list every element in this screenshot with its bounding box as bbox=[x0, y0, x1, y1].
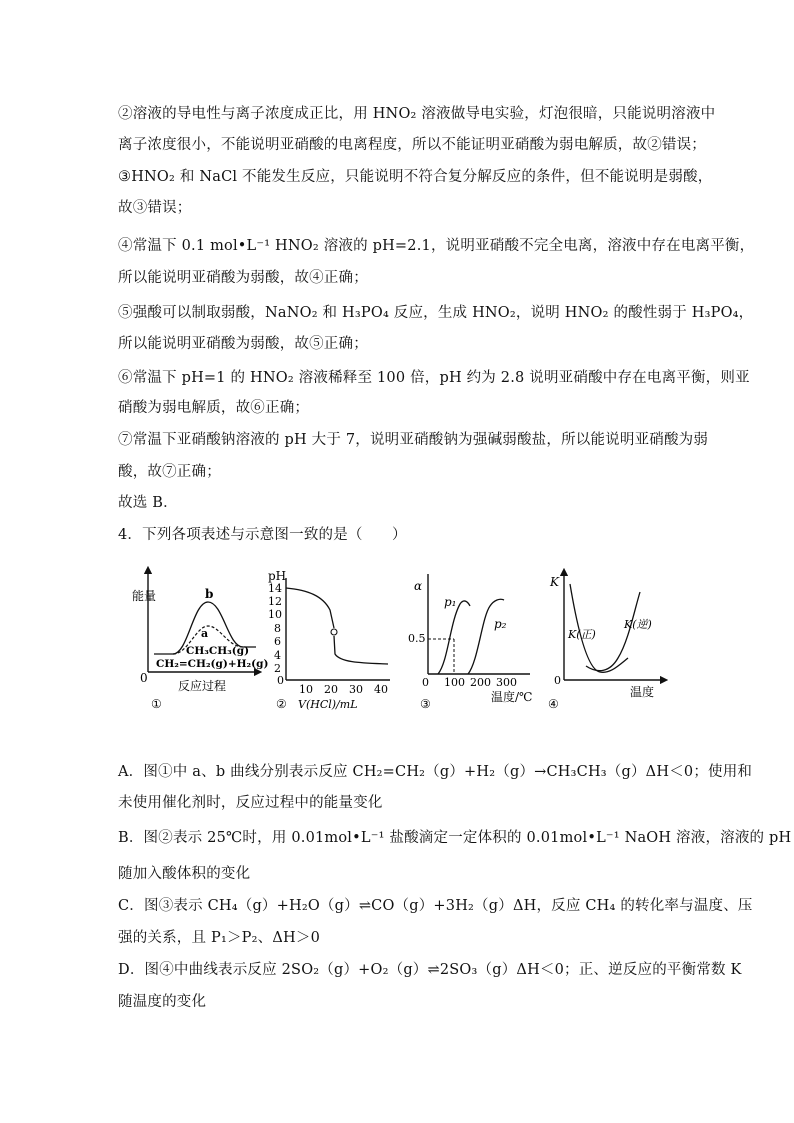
text-line: 所以能说明亚硝酸为弱酸，故④正确； bbox=[118, 270, 368, 286]
fig4-xlabel: 温度 bbox=[630, 685, 655, 699]
fig4-reverse-label: K(逆) bbox=[624, 618, 652, 631]
fig3-xlabel: 温度/℃ bbox=[491, 690, 533, 704]
text-line: 硝酸为弱电解质，故⑥正确； bbox=[118, 400, 310, 416]
fig3-origin: 0 bbox=[422, 676, 429, 689]
option-a: A．图①中 a、b 曲线分别表示反应 CH₂=CH₂（g）+H₂（g）→CH₃CH₃（g）ΔH＜0；使用和 bbox=[118, 764, 753, 780]
text-line: ④常温下 0.1 mol•L⁻¹ HNO₂ 溶液的 pH=2.1，说明亚硝酸不完全电离，溶液中存在电离平衡， bbox=[118, 238, 755, 254]
option-c-cont: 强的关系，且 P₁＞P₂、ΔH＞0 bbox=[118, 930, 320, 946]
option-d: D．图④中曲线表示反应 2SO₂（g）+O₂（g）⇌2SO₃（g）ΔH＜0；正、逆反应的平衡常数 K bbox=[118, 962, 742, 978]
fig1-label-a: a bbox=[201, 627, 209, 640]
fig2-xtick: 30 bbox=[349, 683, 363, 696]
fig2-ytick: 2 bbox=[274, 662, 281, 675]
fig2-curve-lower bbox=[334, 636, 388, 664]
fig1-caption: ① bbox=[151, 697, 162, 711]
fig3-curve2-label: p₂ bbox=[494, 617, 507, 631]
question-4-stem: 4．下列各项表述与示意图一致的是（ ） bbox=[118, 527, 407, 543]
fig2-ytick: 8 bbox=[274, 622, 281, 635]
fig4-caption: ④ bbox=[548, 697, 559, 711]
fig3-xtick: 200 bbox=[470, 676, 491, 689]
fig2-xtick: 20 bbox=[324, 683, 338, 696]
text-line: 故③错误； bbox=[118, 200, 192, 216]
fig2-ytick: 10 bbox=[268, 608, 282, 621]
fig1-ylabel: 能量 bbox=[132, 589, 157, 603]
fig1-xlabel: 反应过程 bbox=[178, 679, 227, 693]
fig2-xtick: 10 bbox=[299, 683, 313, 696]
fig2-ylabel: pH bbox=[268, 569, 287, 583]
text-line: 故选 B． bbox=[118, 495, 178, 511]
fig3-ylabel: α bbox=[414, 579, 423, 593]
option-b-cont: 随加入酸体积的变化 bbox=[118, 866, 251, 882]
fig4-origin: 0 bbox=[554, 674, 561, 687]
fig3-curve1-label: p₁ bbox=[444, 595, 457, 609]
fig1-label-b: b bbox=[205, 587, 214, 601]
fig2-ytick: 4 bbox=[274, 649, 281, 662]
fig2-xtick: 40 bbox=[374, 683, 388, 696]
fig4-forward-label: K(正) bbox=[568, 628, 596, 641]
fig2-xlabel: V(HCl)/mL bbox=[298, 698, 358, 711]
fig1-origin: 0 bbox=[140, 671, 148, 685]
text-line: ⑤强酸可以制取弱酸，NaNO₂ 和 H₃PO₄ 反应，生成 HNO₂，说明 HNO₂ 的酸性弱于 H₃PO₄， bbox=[118, 305, 754, 321]
fig2-origin: 0 bbox=[277, 674, 284, 687]
figure-4-equilibrium-constant bbox=[548, 572, 664, 711]
fig3-xtick: 100 bbox=[444, 676, 465, 689]
text-line: ⑥常温下 pH=1 的 HNO₂ 溶液稀释至 100 倍，pH 约为 2.8 说明亚硝酸中存在电离平衡，则亚 bbox=[118, 370, 750, 386]
fig2-curve-upper bbox=[286, 588, 334, 628]
text-line: ⑦常温下亚硝酸钠溶液的 pH 大于 7，说明亚硝酸钠为强碱弱酸盐，所以能说明亚硝酸为弱 bbox=[118, 432, 709, 448]
option-d-cont: 随温度的变化 bbox=[118, 994, 207, 1010]
fig3-curve-p2 bbox=[468, 599, 504, 674]
fig3-caption: ③ bbox=[420, 697, 431, 711]
text-line: ②溶液的导电性与离子浓度成正比，用 HNO₂ 溶液做导电实验，灯泡很暗，只能说明溶液中 bbox=[118, 106, 716, 122]
option-b: B．图②表示 25℃时，用 0.01mol•L⁻¹ 盐酸滴定一定体积的 0.01mol•L⁻¹ NaOH 溶液，溶液的 pH bbox=[118, 830, 792, 846]
text-line: 所以能说明亚硝酸为弱酸，故⑤正确； bbox=[118, 336, 368, 352]
fig2-ytick: 12 bbox=[268, 595, 282, 608]
fig2-ytick: 6 bbox=[274, 635, 281, 648]
figure-3-conversion-curve bbox=[408, 574, 532, 711]
fig3-ytick: 0.5 bbox=[408, 632, 426, 645]
option-c: C．图③表示 CH₄（g）+H₂O（g）⇌CO（g）+3H₂（g）ΔH，反应 CH₄ 的转化率与温度、压 bbox=[118, 898, 753, 914]
figure-1-energy-diagram bbox=[132, 570, 268, 711]
fig3-curve-p1 bbox=[438, 601, 470, 674]
fig1-reactant: CH₂=CH₂(g)+H₂(g) bbox=[156, 658, 269, 670]
fig2-equivalence-point bbox=[331, 629, 337, 635]
fig1-product: CH₃CH₃(g) bbox=[186, 645, 250, 657]
fig4-ylabel: K bbox=[550, 575, 559, 589]
figure-2-titration-curve bbox=[268, 569, 390, 711]
option-a-cont: 未使用催化剂时，反应过程中的能量变化 bbox=[118, 795, 383, 811]
text-line: ③HNO₂ 和 NaCl 不能发生反应，只能说明不符合复分解反应的条件，但不能说明是弱酸， bbox=[118, 169, 713, 185]
fig3-xtick: 300 bbox=[496, 676, 517, 689]
fig2-caption: ② bbox=[276, 697, 287, 711]
text-line: 离子浓度很小，不能说明亚硝酸的电离程度，所以不能证明亚硝酸为弱电解质，故②错误； bbox=[118, 137, 706, 153]
figures-svg bbox=[118, 562, 678, 722]
question-figures bbox=[118, 562, 678, 722]
text-line: 酸，故⑦正确； bbox=[118, 464, 221, 480]
fig2-ytick: 14 bbox=[268, 582, 282, 595]
